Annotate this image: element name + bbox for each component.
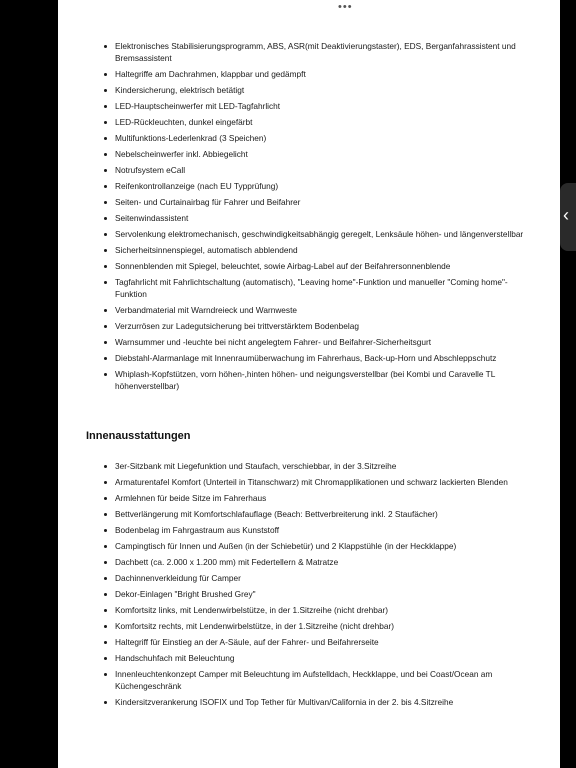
list-item: 3er-Sitzbank mit Liegefunktion und Staufach, verschiebbar, in der 3.Sitzreihe: [58, 460, 535, 472]
safety-equipment-list: [58, 40, 535, 396]
list-item: Komfortsitz rechts, mit Lendenwirbelstütze, in der 1.Sitzreihe (nicht drehbar): [58, 620, 535, 632]
list-item: Armlehnen für beide Sitze im Fahrerhaus: [58, 492, 535, 504]
list-item: Haltegriffe am Dachrahmen, klappbar und gedämpft: [58, 68, 535, 80]
list-item: Whiplash-Kopfstützen, vorn höhen-,hinten höhen- und neigungsverstellbar (bei Kombi und Caravelle TL höhenverstellbar): [58, 368, 535, 392]
list-item: Multifunktions-Lederlenkrad (3 Speichen): [58, 132, 535, 144]
list-item: Diebstahl-Alarmanlage mit Innenraumüberwachung im Fahrerhaus, Back-up-Horn und Abschleppschutz: [58, 352, 535, 364]
interior-equipment-list: [58, 460, 535, 712]
list-item: Seiten- und Curtainairbag für Fahrer und Beifahrer: [58, 196, 535, 208]
list-item: Haltegriff für Einstieg an der A-Säule, auf der Fahrer- und Beifahrerseite: [58, 636, 535, 648]
list-item: Dekor-Einlagen "Bright Brushed Grey": [58, 588, 535, 600]
list-item: Sonnenblenden mit Spiegel, beleuchtet, sowie Airbag-Label auf der Beifahrersonnenblende: [58, 260, 535, 272]
list-item: Sicherheitsinnenspiegel, automatisch abblendend: [58, 244, 535, 256]
list-item: Seitenwindassistent: [58, 212, 535, 224]
section-heading-innenausstattungen: Innenausstattungen: [86, 430, 191, 442]
side-panel-toggle[interactable]: [560, 183, 576, 251]
list-item: Handschuhfach mit Beleuchtung: [58, 652, 535, 664]
chevron-left-icon: ‹: [563, 205, 569, 225]
list-item: Servolenkung elektromechanisch, geschwindigkeitsabhängig geregelt, Lenksäule höhen- und längenverstellbar: [58, 228, 535, 240]
document-page: [58, 0, 560, 768]
list-item: Armaturentafel Komfort (Unterteil in Titanschwarz) mit Chromapplikationen und schwarz lackierten Blenden: [58, 476, 535, 488]
list-item: Kindersicherung, elektrisch betätigt: [58, 84, 535, 96]
list-item: Bettverlängerung mit Komfortschlafauflage (Beach: Bettverbreiterung inkl. 2 Staufächer): [58, 508, 535, 520]
list-item: Notrufsystem eCall: [58, 164, 535, 176]
list-item: Dachbett (ca. 2.000 x 1.200 mm) mit Federtellern & Matratze: [58, 556, 535, 568]
list-item: LED-Hauptscheinwerfer mit LED-Tagfahrlicht: [58, 100, 535, 112]
list-item: LED-Rückleuchten, dunkel eingefärbt: [58, 116, 535, 128]
list-item: Warnsummer und -leuchte bei nicht angelegtem Fahrer- und Beifahrer-Sicherheitsgurt: [58, 336, 535, 348]
list-item: Verbandmaterial mit Warndreieck und Warnweste: [58, 304, 535, 316]
list-item: Verzurrösen zur Ladegutsicherung bei trittverstärktem Bodenbelag: [58, 320, 535, 332]
more-options-icon[interactable]: •••: [338, 1, 353, 13]
list-item: Dachinnenverkleidung für Camper: [58, 572, 535, 584]
list-item: Bodenbelag im Fahrgastraum aus Kunststoff: [58, 524, 535, 536]
list-item: Campingtisch für Innen und Außen (in der Schiebetür) und 2 Klappstühle (in der Heckklappe): [58, 540, 535, 552]
list-item: Komfortsitz links, mit Lendenwirbelstütze, in der 1.Sitzreihe (nicht drehbar): [58, 604, 535, 616]
list-item: Elektronisches Stabilisierungsprogramm, ABS, ASR(mit Deaktivierungstaster), EDS, Berganfahrassistent und Bremsassistent: [58, 40, 535, 64]
list-item: Reifenkontrollanzeige (nach EU Typprüfung): [58, 180, 535, 192]
list-item: Kindersitzverankerung ISOFIX und Top Tether für Multivan/California in der 2. bis 4.Sitzreihe: [58, 696, 535, 708]
list-item: Nebelscheinwerfer inkl. Abbiegelicht: [58, 148, 535, 160]
list-item: Tagfahrlicht mit Fahrlichtschaltung (automatisch), "Leaving home"-Funktion und manueller "Coming home"-Funktion: [58, 276, 535, 300]
list-item: Innenleuchtenkonzept Camper mit Beleuchtung im Aufstelldach, Heckklappe, und bei Coast/Ocean am Küchengeschränk: [58, 668, 535, 692]
